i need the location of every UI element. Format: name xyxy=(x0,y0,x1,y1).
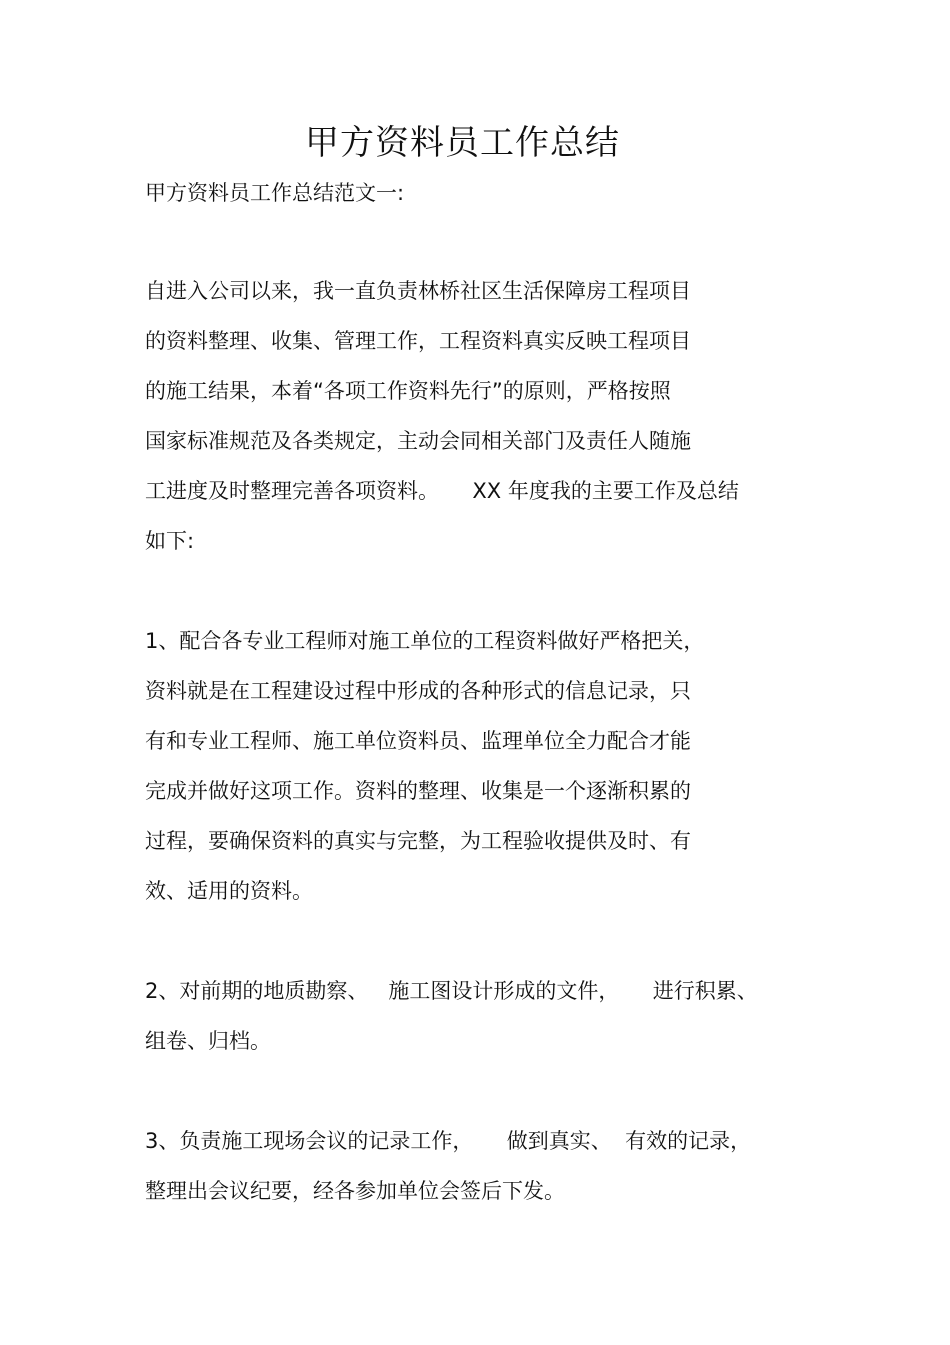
paragraph-line: 2、对前期的地质勘察、 施工图设计形成的文件， 进行积累、 xyxy=(145,979,758,1003)
paragraph-line: 效、适用的资料。 xyxy=(145,879,313,903)
paragraph-line: 组卷、归档。 xyxy=(145,1029,271,1053)
paragraph-line: 的施工结果，本着“各项工作资料先行”的原则，严格按照 xyxy=(145,379,671,403)
paragraph-line: 如下: xyxy=(145,529,195,553)
paragraph-line: 有和专业工程师、施工单位资料员、监理单位全力配合才能 xyxy=(145,729,691,753)
paragraph-line: 整理出会议纪要，经各参加单位会签后下发。 xyxy=(145,1179,565,1203)
paragraph-line: 工进度及时整理完善各项资料。 XX 年度我的主要工作及总结 xyxy=(145,479,739,503)
paragraph-line: 的资料整理、收集、管理工作，工程资料真实反映工程项目 xyxy=(145,329,691,353)
paragraph-line: 完成并做好这项工作。资料的整理、收集是一个逐渐积累的 xyxy=(145,779,691,803)
paragraph-line: 自进入公司以来，我一直负责林桥社区生活保障房工程项目 xyxy=(145,279,691,303)
paragraph-line: 国家标准规范及各类规定，主动会同相关部门及责任人随施 xyxy=(145,429,691,453)
paragraph-line: 过程，要确保资料的真实与完整，为工程验收提供及时、有 xyxy=(145,829,691,853)
paragraph-line: 3、负责施工现场会议的记录工作， 做到真实、 有效的记录， xyxy=(145,1129,752,1153)
paragraph-line: 1、配合各专业工程师对施工单位的工程资料做好严格把关， xyxy=(145,629,705,653)
document-subtitle: 甲方资料员工作总结范文一: xyxy=(145,181,405,205)
paragraph-line: 资料就是在工程建设过程中形成的各种形式的信息记录，只 xyxy=(145,679,691,703)
page-title: 甲方资料员工作总结 xyxy=(305,123,620,163)
